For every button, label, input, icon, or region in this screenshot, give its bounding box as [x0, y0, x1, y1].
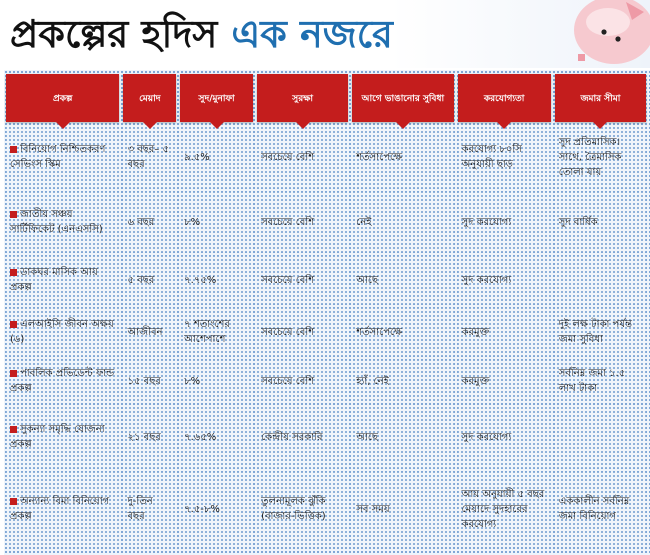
table-row	[6, 360, 646, 402]
cell-interest: ৭.৫-৮%	[180, 472, 253, 546]
cell-limit	[555, 256, 646, 304]
cell-tenure: আজীবন	[123, 308, 176, 356]
cell-interest: ৮%	[180, 192, 253, 252]
bullet-icon	[10, 426, 17, 433]
page-title	[10, 8, 393, 60]
bullet-icon	[10, 211, 17, 218]
table-row	[6, 256, 646, 304]
cell-interest: ৭.৭৫%	[180, 256, 253, 304]
cell-withdrawal: শর্তসাপেক্ষে	[352, 308, 453, 356]
cell-limit: দুই লক্ষ টাকা পর্যন্ত জমা সুবিধা	[555, 308, 646, 356]
cell-withdrawal: নেই	[352, 192, 453, 252]
table-row	[6, 472, 646, 546]
cell-project: অন্যান্য বিমা বিনিয়োগ প্রকল্প	[6, 472, 119, 546]
cell-safety: সবচেয়ে বেশি	[257, 126, 348, 188]
header-row	[6, 74, 646, 122]
cell-interest: ৯.৫%	[180, 126, 253, 188]
cell-tenure: ৩ বছর– ৫ বছর	[123, 126, 176, 188]
cell-limit: এককালীন সর্বনিম্ন জমা বিনিয়োগ	[555, 472, 646, 546]
cell-project: সুকন্যা সমৃদ্ধি যোজনা প্রকল্প	[6, 406, 119, 468]
cell-interest: ৭ শতাংশের আশেপাশে	[180, 308, 253, 356]
cell-tenure: ২১ বছর	[123, 406, 176, 468]
cell-tenure: ৫ বছর	[123, 256, 176, 304]
cell-withdrawal: হ্যাঁ, নেই	[352, 360, 453, 402]
cell-safety: সবচেয়ে বেশি	[257, 360, 348, 402]
table-row	[6, 192, 646, 252]
cell-tax: সুদ করযোগ্য	[458, 406, 551, 468]
cell-project: এলআইসি জীবন অক্ষয় (৬)	[6, 308, 119, 356]
header-taxability: করযোগ্যতা	[458, 74, 551, 122]
projects-table	[4, 70, 650, 550]
cell-interest: ৮%	[180, 360, 253, 402]
cell-tax: সুদ করযোগ্য	[458, 192, 551, 252]
cell-limit: সর্বনিম্ন জমা ১.৫ লাখ টাকা	[555, 360, 646, 402]
cell-safety: কেন্দ্রীয় সরকারি	[257, 406, 348, 468]
projects-table-wrap	[4, 70, 650, 555]
header-tenure: মেয়াদ	[123, 74, 176, 122]
cell-safety: তুলনামূলক ঝুঁকি (বাজার-ভিত্তিক)	[257, 472, 348, 546]
cell-project: পাবলিক প্রভিডেন্ট ফান্ড প্রকল্প	[6, 360, 119, 402]
header-safety: সুরক্ষা	[257, 74, 348, 122]
cell-tax: করমুক্ত	[458, 360, 551, 402]
cell-withdrawal: আছে	[352, 406, 453, 468]
bullet-icon	[10, 269, 17, 276]
header-premature-withdrawal: আগে ভাঙানোর সুবিধা	[352, 74, 453, 122]
cell-limit: সুদ বার্ষিক	[555, 192, 646, 252]
title-part-2: এক নজরে	[231, 12, 393, 56]
cell-tenure: দু-তিন বছর	[123, 472, 176, 546]
cell-project: বিনিয়োগ নিশ্চিতকরণ সেভিংস স্কিম	[6, 126, 119, 188]
bullet-icon	[10, 370, 17, 377]
cell-tenure: ৬ বছর	[123, 192, 176, 252]
cell-safety: সবচেয়ে বেশি	[257, 308, 348, 356]
cell-tax: সুদ করযোগ্য	[458, 256, 551, 304]
table-row	[6, 406, 646, 468]
cell-tax: করযোগ্য ৮০সি অনুযায়ী ছাড়	[458, 126, 551, 188]
table-row	[6, 126, 646, 188]
bullet-icon	[10, 146, 17, 153]
header-interest: সুদ/মুনাফা	[180, 74, 253, 122]
cell-safety: সবচেয়ে বেশি	[257, 256, 348, 304]
cell-limit	[555, 406, 646, 468]
header-project: প্রকল্প	[6, 74, 119, 122]
header-deposit-limit: জমার সীমা	[555, 74, 646, 122]
cell-withdrawal: শর্তসাপেক্ষে	[352, 126, 453, 188]
cell-limit: সুদ প্রতিমাসিক। সাথে, ত্রৈমাসিক তোলা যায়	[555, 126, 646, 188]
cell-tax: আয় অনুযায়ী ৫ বছর মেয়াদে সুদহারের করযোগ্য	[458, 472, 551, 546]
cell-interest: ৭.৬৫%	[180, 406, 253, 468]
bullet-icon	[10, 498, 17, 505]
cell-tax: করমুক্ত	[458, 308, 551, 356]
cell-tenure: ১৫ বছর	[123, 360, 176, 402]
table-row	[6, 308, 646, 356]
cell-project: জাতীয় সঞ্চয় সার্টিফিকেট (এনএসসি)	[6, 192, 119, 252]
cell-project: ডাকঘর মাসিক আয় প্রকল্প	[6, 256, 119, 304]
title-band	[0, 0, 650, 68]
cell-withdrawal: আছে	[352, 256, 453, 304]
cell-safety: সবচেয়ে বেশি	[257, 192, 348, 252]
cell-withdrawal: সব সময়	[352, 472, 453, 546]
title-part-1: প্রকল্পের হদিস	[10, 12, 218, 56]
piggy-bank-icon	[556, 0, 650, 66]
bullet-icon	[10, 321, 17, 328]
